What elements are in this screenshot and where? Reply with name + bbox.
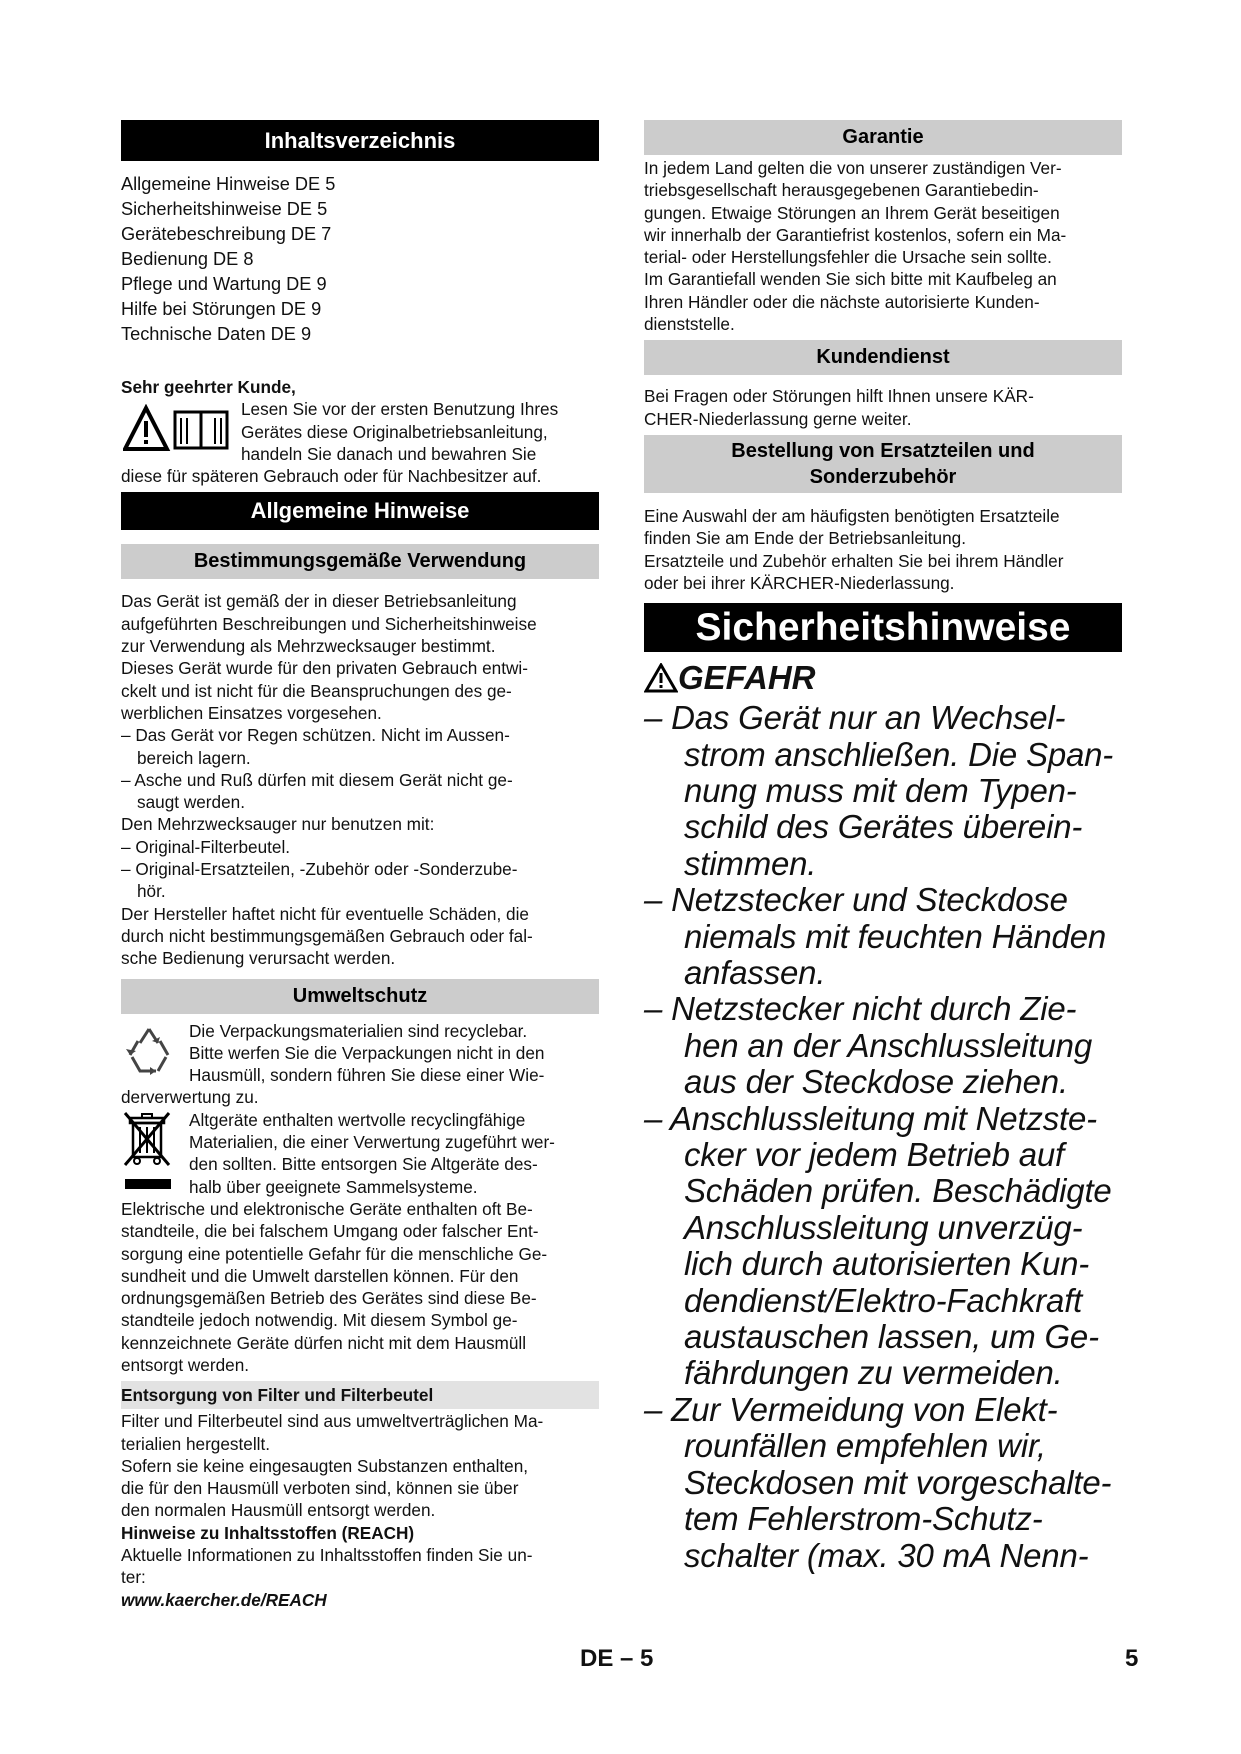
danger-line: anfassen. <box>684 954 826 991</box>
text-line: Bitte werfen Sie die Verpackungen nicht in den <box>189 1042 545 1063</box>
list-item: – Original-Filterbeutel. <box>121 836 291 857</box>
danger-line: – Zur Vermeidung von Elekt- <box>644 1390 1058 1428</box>
list-item: – Original-Ersatzteilen, -Zubehör oder -Sonderzube- <box>121 859 518 880</box>
page-number: 5 <box>1125 1645 1139 1672</box>
danger-line: strom anschließen. Die Span- <box>684 735 1114 773</box>
text-line: standteile jedoch notwendig. Mit diesem Symbol ge- <box>121 1310 518 1331</box>
danger-list <box>644 700 1122 1574</box>
text-line: Den Mehrzwecksauger nur benutzen mit: <box>121 814 435 835</box>
toc-item[interactable]: Gerätebeschreibung DE 7 <box>121 224 332 244</box>
danger-line: – Netzstecker nicht durch Zie- <box>644 990 1077 1028</box>
text-line: finden Sie am Ende der Betriebsanleitung. <box>644 528 966 549</box>
text-line: Ihren Händler oder die nächste autorisierte Kunden- <box>644 291 1040 312</box>
text-line: Die Verpackungsmaterialien sind recyclebar. <box>189 1020 528 1041</box>
text-line: den sollten. Bitte entsorgen Sie Altgeräte des- <box>189 1154 538 1175</box>
danger-line: austauschen lassen, um Ge- <box>684 1318 1099 1356</box>
general-heading: Allgemeine Hinweise <box>121 492 599 530</box>
text-line: Filter und Filterbeutel sind aus umweltverträglichen Ma- <box>121 1411 544 1432</box>
text-line: gungen. Etwaige Störungen an Ihrem Gerät beseitigen <box>644 202 1060 223</box>
toc-item[interactable]: Pflege und Wartung DE 9 <box>121 274 327 294</box>
warranty-heading: Garantie <box>644 120 1122 155</box>
text-line: terial- oder Herstellungsfehler die Ursache sein sollte. <box>644 247 1052 268</box>
text-line: Materialien, die einer Verwertung zugeführt wer- <box>189 1132 555 1153</box>
text-line: Das Gerät ist gemäß der in dieser Betriebsanleitung <box>121 591 517 612</box>
danger-line: lich durch autorisierten Kun- <box>684 1245 1090 1283</box>
list-item: saugt werden. <box>137 792 245 813</box>
footer-section-label: DE – 5 <box>580 1645 654 1672</box>
text-line: aufgeführten Beschreibungen und Sicherheitshinweise <box>121 613 537 634</box>
list-item: – Asche und Ruß dürfen mit diesem Gerät nicht ge- <box>121 769 513 790</box>
service-heading: Kundendienst <box>644 340 1122 375</box>
text-line: Eine Auswahl der am häufigsten benötigten Ersatzteile <box>644 505 1060 526</box>
parts-text <box>644 505 1122 594</box>
text-line: halb über geeignete Sammelsysteme. <box>189 1176 478 1197</box>
text-line: Hausmüll, sondern führen Sie diese einer Wie- <box>189 1065 545 1086</box>
warning-book-icon <box>123 404 231 454</box>
parts-heading-line: Sonderzubehör <box>809 465 957 488</box>
danger-line: aus der Steckdose ziehen. <box>684 1063 1068 1101</box>
danger-line: tem Fehlerstrom-Schutz- <box>684 1500 1043 1538</box>
recycle-icon <box>122 1023 176 1077</box>
text-line: zur Verwendung als Mehrzwecksauger bestimmt. <box>121 636 496 657</box>
text-line: Sofern sie keine eingesaugten Substanzen enthalten, <box>121 1455 529 1476</box>
text-line: ordnungsgemäßen Betrieb des Gerätes sind diese Be- <box>121 1288 537 1309</box>
toc-heading: Inhaltsverzeichnis <box>121 120 599 161</box>
warranty-text <box>644 157 1122 335</box>
toc-item[interactable]: Technische Daten DE 9 <box>121 324 312 344</box>
text-line: ckelt und ist nicht für die Beanspruchungen des ge- <box>121 680 512 701</box>
toc-item[interactable]: Allgemeine Hinweise DE 5 <box>121 174 336 194</box>
danger-line: – Das Gerät nur an Wechsel- <box>644 699 1066 737</box>
left-column <box>121 120 599 1611</box>
text-line: kennzeichnete Geräte dürfen nicht mit dem Hausmüll <box>121 1332 527 1353</box>
environment-heading: Umweltschutz <box>121 979 599 1014</box>
danger-heading <box>644 656 1122 700</box>
danger-line: niemals mit feuchten Händen <box>684 917 1107 955</box>
danger-line: fährdungen zu vermeiden. <box>684 1354 1063 1392</box>
text-line: dienststelle. <box>644 314 735 335</box>
text-line: Bei Fragen oder Störungen hilft Ihnen unsere KÄR- <box>644 386 1034 407</box>
danger-line: nung muss mit dem Typen- <box>684 771 1077 809</box>
danger-line: Schäden prüfen. Beschädigte <box>684 1172 1112 1210</box>
intro-block <box>121 398 599 487</box>
text-line: derverwertung zu. <box>121 1087 259 1108</box>
danger-line: stimmen. <box>684 844 817 882</box>
text-line: Im Garantiefall wenden Sie sich bitte mit Kaufbeleg an <box>644 269 1057 290</box>
text-line: sche Bedienung verursacht werden. <box>121 948 396 969</box>
disposal-block <box>121 1109 599 1198</box>
text-line: die für den Hausmüll verboten sind, können sie über <box>121 1478 519 1499</box>
parts-heading <box>644 435 1122 493</box>
danger-line: schild des Gerätes überein- <box>684 808 1083 846</box>
greeting: Sehr geehrter Kunde, <box>121 377 296 397</box>
danger-label: GEFAHR <box>678 659 816 697</box>
toc-item[interactable]: Sicherheitshinweise DE 5 <box>121 199 328 219</box>
text-line: standteile, die bei falschem Umgang oder falscher Ent- <box>121 1221 539 1242</box>
text-line: entsorgt werden. <box>121 1354 250 1375</box>
danger-line: – Anschlussleitung mit Netzste- <box>644 1099 1097 1137</box>
toc-item[interactable]: Hilfe bei Störungen DE 9 <box>121 299 322 319</box>
intro-line: diese für späteren Gebrauch oder für Nachbesitzer auf. <box>121 466 542 487</box>
text-line: Altgeräte enthalten wertvolle recyclingfähige <box>189 1109 526 1130</box>
text-line: sundheit und die Umwelt darstellen können. Für den <box>121 1265 519 1286</box>
text-line: ter: <box>121 1567 146 1588</box>
text-line: werblichen Einsatzes vorgesehen. <box>121 702 382 723</box>
crossed-bin-icon <box>123 1111 173 1197</box>
table-of-contents <box>121 172 599 347</box>
text-line: durch nicht bestimmungsgemäßen Gebrauch oder fal- <box>121 925 533 946</box>
danger-line: rounfällen empfehlen wir, <box>684 1427 1046 1465</box>
text-line: CHER-Niederlassung gerne weiter. <box>644 408 912 429</box>
list-item: – Das Gerät vor Regen schützen. Nicht im Aussen- <box>121 725 510 746</box>
danger-line: Steckdosen mit vorgeschalte- <box>684 1463 1112 1501</box>
intro-line: Lesen Sie vor der ersten Benutzung Ihres <box>241 399 559 420</box>
text-line: den normalen Hausmüll entsorgt werden. <box>121 1500 436 1521</box>
text-line: triebsgesellschaft herausgegebenen Garantiebedin- <box>644 180 1039 201</box>
danger-line: cker vor jedem Betrieb auf <box>684 1136 1064 1174</box>
text-line: oder bei ihrer KÄRCHER-Niederlassung. <box>644 572 955 593</box>
text-line: Aktuelle Informationen zu Inhaltsstoffen finden Sie un- <box>121 1545 533 1566</box>
text-line: sorgung eine potentielle Gefahr für die menschliche Ge- <box>121 1243 548 1264</box>
danger-line: schalter (max. 30 mA Nenn- <box>684 1536 1089 1574</box>
toc-item[interactable]: Bedienung DE 8 <box>121 249 254 269</box>
intro-line: handeln Sie danach und bewahren Sie <box>241 443 537 464</box>
electro-text <box>121 1198 599 1376</box>
reach-link[interactable]: www.kaercher.de/REACH <box>121 1589 327 1610</box>
right-column <box>644 120 1122 1574</box>
list-item: hör. <box>137 881 166 902</box>
intro-line: Gerätes diese Originalbetriebsanleitung, <box>241 421 548 442</box>
filter-text <box>121 1410 599 1611</box>
list-item: bereich lagern. <box>137 747 251 768</box>
usage-text <box>121 590 599 969</box>
text-line: Ersatzteile und Zubehör erhalten Sie bei ihrem Händler <box>644 550 1064 571</box>
danger-line: dendienst/Elektro-Fachkraft <box>684 1281 1083 1319</box>
danger-line: – Netzstecker und Steckdose <box>644 881 1068 919</box>
parts-heading-line: Bestellung von Ersatzteilen und <box>731 439 1035 462</box>
text-line: In jedem Land gelten die von unserer zuständigen Ver- <box>644 158 1062 178</box>
text-line: terialien hergestellt. <box>121 1433 271 1454</box>
text-line: Der Hersteller haftet nicht für eventuelle Schäden, die <box>121 903 529 924</box>
danger-line: Anschlussleitung unverzüg- <box>684 1208 1083 1246</box>
safety-heading: Sicherheitshinweise <box>644 603 1122 652</box>
warning-triangle-icon <box>644 663 678 693</box>
text-line: Dieses Gerät wurde für den privaten Gebrauch entwi- <box>121 658 528 679</box>
recycle-block <box>121 1020 599 1109</box>
danger-line: hen an der Anschlussleitung <box>684 1026 1092 1064</box>
service-text <box>644 385 1122 430</box>
text-line: Elektrische und elektronische Geräte enthalten oft Be- <box>121 1198 533 1219</box>
text-line: wir innerhalb der Garantiefrist kostenlos, sofern ein Ma- <box>644 224 1067 245</box>
filter-heading: Entsorgung von Filter und Filterbeutel <box>121 1381 599 1409</box>
usage-heading: Bestimmungsgemäße Verwendung <box>121 544 599 579</box>
reach-heading: Hinweise zu Inhaltsstoffen (REACH) <box>121 1522 415 1543</box>
